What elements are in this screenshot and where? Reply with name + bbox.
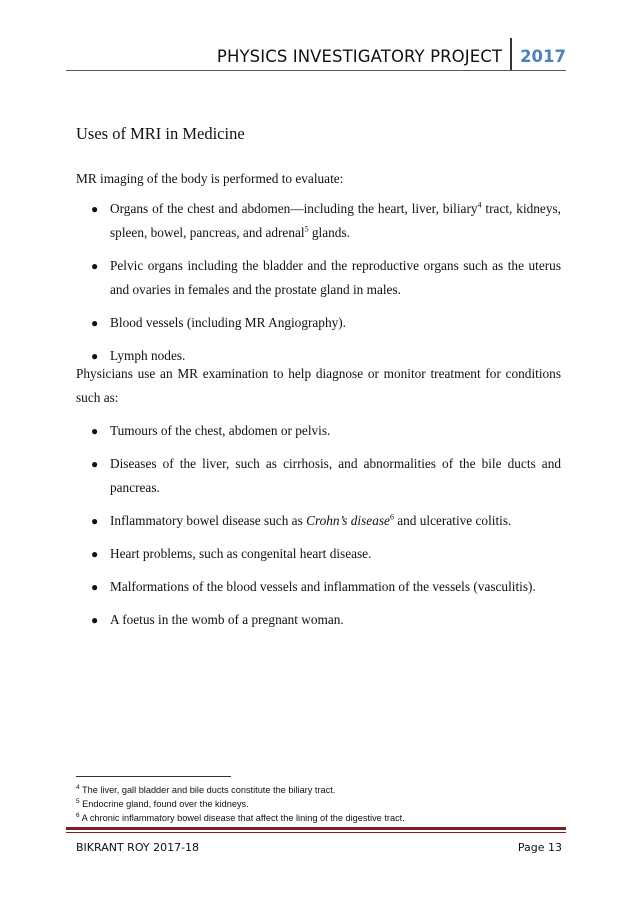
list-item: ● Tumours of the chest, abdomen or pelvis. (76, 419, 561, 443)
footnote-separator (76, 776, 231, 777)
section-title: Uses of MRI in Medicine (76, 124, 245, 143)
list-item: ● Organs of the chest and abdomen—including the heart, liver, biliary$^4$ tract, kidneys, spleen, bowel, pancreas, and adrenal$^5$ glands. (76, 197, 561, 245)
list-item: ● Blood vessels (including MR Angiography). (76, 311, 561, 335)
bullet-icon: ● (91, 424, 99, 438)
bullet-icon: ● (91, 613, 99, 627)
footnote-ref: 4 (477, 200, 482, 210)
footer-author: BIKRANT ROY 2017-18 (76, 841, 200, 854)
header-rule (66, 70, 566, 71)
bullet-icon: ● (91, 547, 99, 561)
page-header (76, 38, 566, 70)
evaluate-list-container (76, 197, 561, 377)
list-item: ● Pelvic organs including the bladder and the reproductive organs such as the uterus and ovaries in females and the prostate gland in males. (76, 254, 561, 302)
conditions-list (76, 419, 561, 632)
footnote: $^6$ A chronic inflammatory bowel disease that affect the lining of the digestive tract. (76, 811, 405, 823)
physicians-paragraph: Physicians use an MR examination to help diagnose or monitor treatment for conditions such as: (76, 366, 561, 405)
list-item: ● Malformations of the blood vessels and inflammation of the vessels (vasculitis). (76, 575, 561, 599)
bullet-icon: ● (91, 259, 99, 273)
list-item: ● A foetus in the womb of a pregnant woman. (76, 608, 561, 632)
footnote-ref: 5 (304, 224, 309, 234)
header-title: PHYSICS INVESTIGATORY PROJECT (216, 47, 503, 66)
bullet-icon: ● (91, 316, 99, 330)
footer-rule (66, 827, 566, 830)
header-year: 2017 (520, 47, 566, 66)
conditions-list-container (76, 419, 561, 641)
evaluate-list (76, 197, 561, 368)
list-item: ● Lymph nodes. (76, 344, 561, 368)
bullet-icon: ● (91, 457, 99, 471)
bullet-icon: ● (91, 514, 99, 528)
footer-page-number: Page 13 (517, 841, 562, 854)
intro-paragraph: MR imaging of the body is performed to evaluate: (76, 171, 344, 186)
footnote: $^4$ The liver, gall bladder and bile ducts constitute the biliary tract. (76, 783, 336, 795)
footnote-ref: 6 (389, 512, 394, 522)
bullet-icon: ● (91, 580, 99, 594)
footnotes (76, 783, 405, 825)
bullet-icon: ● (91, 349, 99, 363)
footnote: $^5$ Endocrine gland, found over the kidneys. (76, 797, 249, 809)
list-item: ● Diseases of the liver, such as cirrhosis, and abnormalities of the bile ducts and pancreas. (76, 452, 561, 500)
list-item: ● Heart problems, such as congenital heart disease. (76, 542, 561, 566)
bullet-icon: ● (91, 202, 99, 216)
list-item: ● Inflammatory bowel disease such as Crohn’s disease$^6$ and ulcerative colitis. (76, 509, 561, 533)
footer-rule-thin (66, 832, 566, 833)
